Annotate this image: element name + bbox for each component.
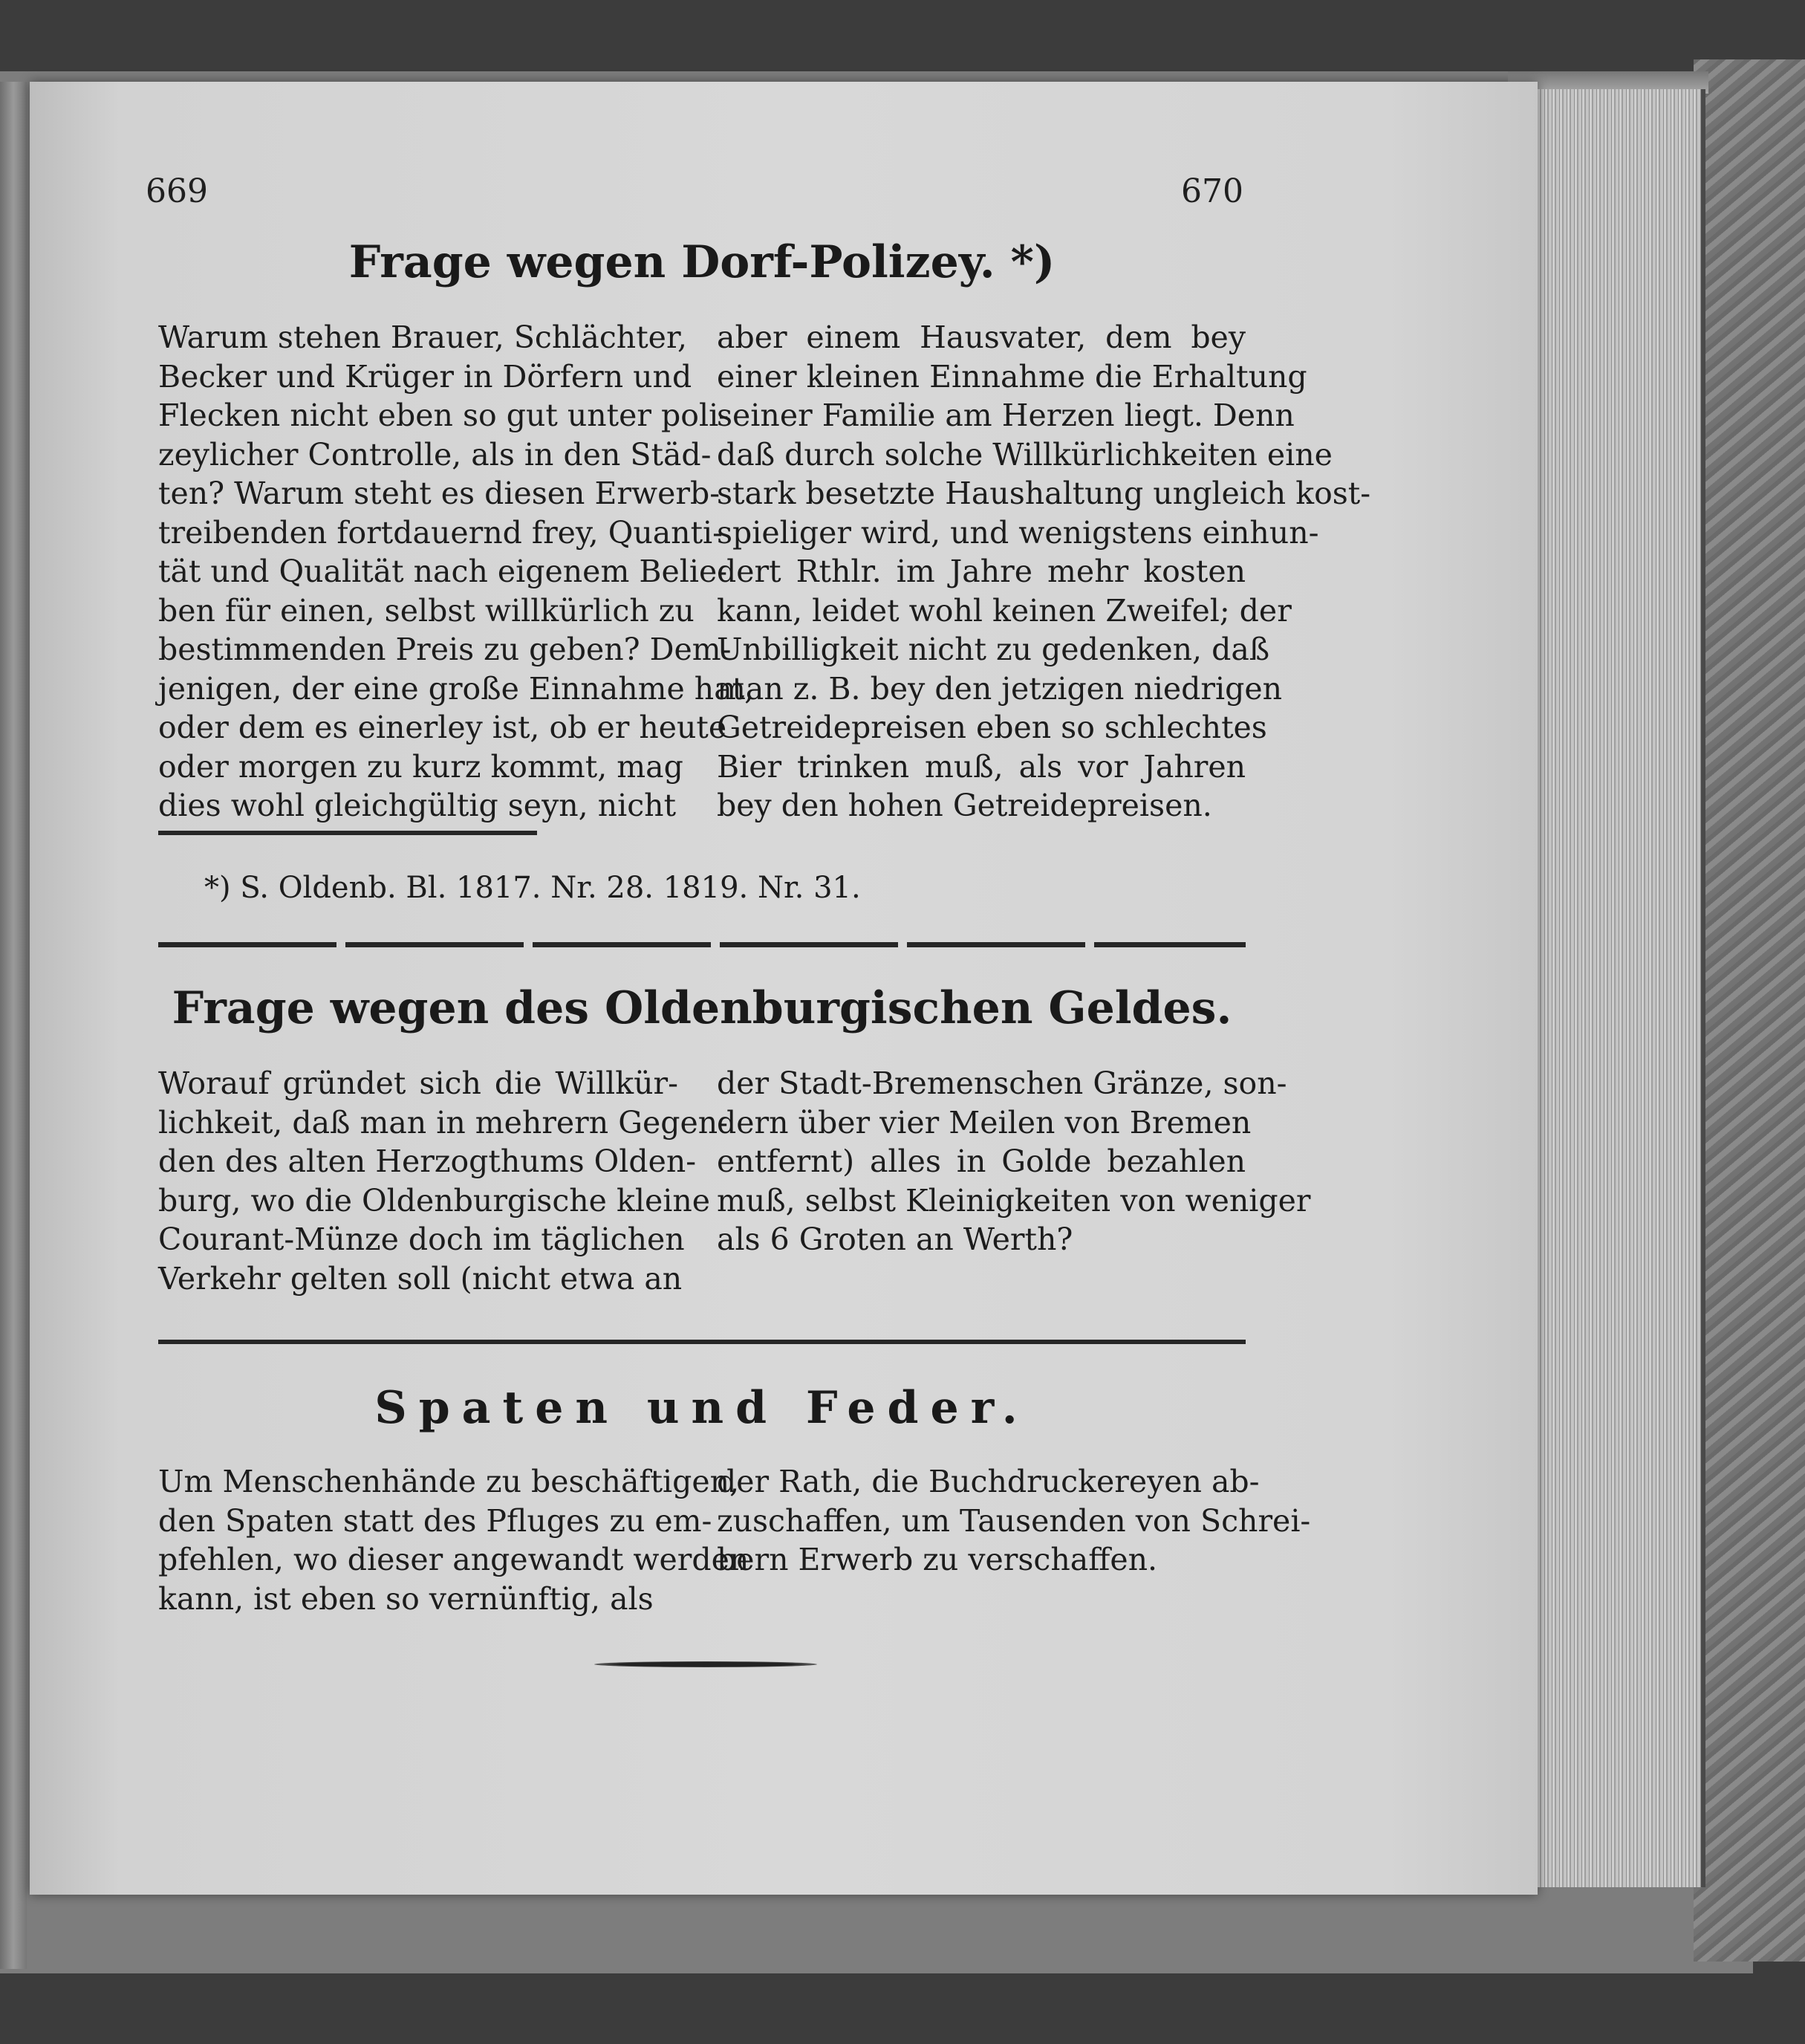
page-number-left: 669 [146,172,208,210]
article-title-oldenburgisches-geld: Frage wegen des Oldenburgischen Geldes. [172,982,1232,1034]
article3-column-right [717,1462,1311,1580]
text-line: Courant-Münze doch im täglichen [158,1221,685,1257]
marbled-cover-edge [1694,59,1805,1962]
text-line: jenigen, der eine große Einnahme hat, [158,670,755,707]
article2-column-right [717,1064,1311,1259]
text-line: zuschaffen, um Tausenden von Schrei- [717,1502,1311,1539]
footnote: *) S. Oldenb. Bl. 1817. Nr. 28. 1819. Nr. 31. [204,871,861,905]
text-line: seiner Familie am Herzen liegt. Denn [717,398,1295,433]
section-divider [158,942,1246,947]
text-line: tät und Qualität nach eigenem Belie- [158,554,728,589]
text-line: man z. B. bey den jetzigen niedrigen [717,670,1283,707]
article3-column-left [158,1462,749,1618]
text-line: oder dem es einerley ist, ob er heute [158,710,727,745]
text-line: einer kleinen Einnahme die Erhaltung [717,358,1307,395]
text-line: Becker und Krüger in Dörfern und [158,358,692,395]
page-number-right: 670 [1181,172,1243,210]
text-line: dern über vier Meilen von Bremen [717,1104,1252,1141]
text-line: muß, selbst Kleinigkeiten von weniger [717,1182,1311,1219]
text-line: zeylicher Controlle, als in den Städ- [158,436,712,473]
text-line: entfernt) alles in Golde bezahlen [717,1143,1246,1179]
text-line: ben für einen, selbst willkürlich zu [158,592,695,629]
text-line: kann, leidet wohl keinen Zweifel; der [717,592,1292,629]
section-divider-2 [158,1340,1246,1344]
text-line: daß durch solche Willkürlichkeiten eine [717,436,1333,473]
text-line: der Rath, die Buchdruckereyen ab- [717,1464,1260,1499]
text-line: spieliger wird, und wenigstens einhun- [717,514,1319,551]
article-title-spaten-und-feder: Spaten und Feder. [374,1382,1030,1434]
text-line: kann, ist eben so vernünftig, als [158,1580,654,1617]
text-line: Verkehr gelten soll (nicht etwa an [158,1260,683,1297]
text-line: den Spaten statt des Pfluges zu em- [158,1502,712,1539]
text-line: burg, wo die Oldenburgische kleine [158,1182,710,1219]
text-line: dies wohl gleichgültig seyn, nicht [158,788,677,823]
text-line: oder morgen zu kurz kommt, mag [158,748,683,785]
article1-column-right [717,318,1371,825]
article1-column-left [158,318,755,825]
book-spine [0,82,27,1969]
text-line: dert Rthlr. im Jahre mehr kosten [717,554,1246,589]
text-line: lichkeit, daß man in mehrern Gegen- [158,1104,729,1141]
text-line: Warum stehen Brauer, Schlächter, [158,319,688,355]
text-line: den des alten Herzogthums Olden- [158,1143,697,1179]
footnote-separator [158,831,537,835]
text-line: Flecken nicht eben so gut unter poli- [158,398,729,433]
end-ornament [594,1661,817,1667]
text-line: als 6 Groten an Werth? [717,1221,1073,1257]
text-line: Um Menschenhände zu beschäftigen, [158,1464,740,1499]
text-line: Bier trinken muß, als vor Jahren [717,748,1246,785]
text-line: bey den hohen Getreidepreisen. [717,788,1212,823]
text-line: Unbilligkeit nicht zu gedenken, daß [717,632,1270,667]
text-line: ten? Warum steht es diesen Erwerb- [158,476,721,511]
text-line: der Stadt-Bremenschen Gränze, son- [717,1065,1287,1101]
text-line: treibenden fortdauernd frey, Quanti- [158,514,723,551]
text-line: Getreidepreisen eben so schlechtes [717,710,1267,745]
text-line: bern Erwerb zu verschaffen. [717,1542,1158,1577]
text-line: pfehlen, wo dieser angewandt werden [158,1542,749,1577]
text-line: bestimmenden Preis zu geben? Dem- [158,632,732,667]
text-line: Worauf gründet sich die Willkür- [158,1065,678,1101]
article-title-dorf-polizey: Frage wegen Dorf-Polizey. *) [348,236,1056,288]
text-line: stark besetzte Haushaltung ungleich kost- [717,476,1371,511]
article2-column-left [158,1064,729,1298]
text-line: aber einem Hausvater, dem bey [717,319,1246,355]
